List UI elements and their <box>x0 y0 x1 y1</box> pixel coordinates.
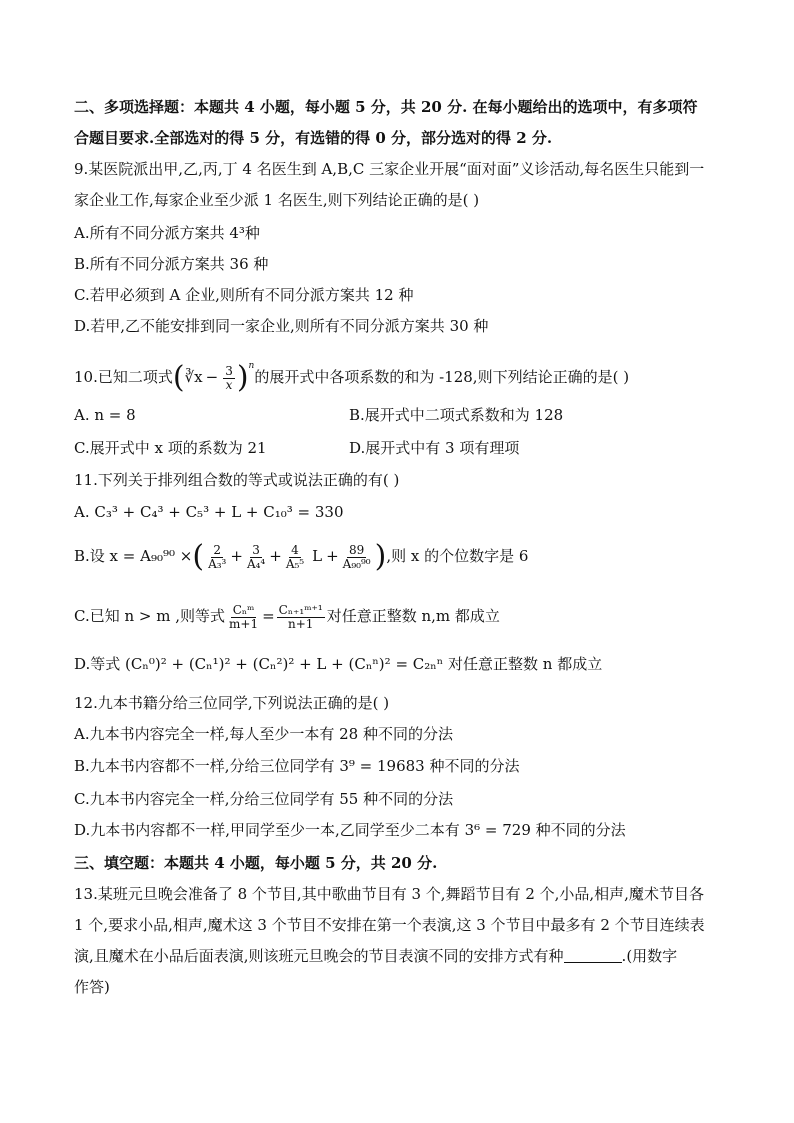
q13-line3 <box>74 946 677 966</box>
q11-option-b: B.设 x = A₉₀⁹⁰ ×( $\frac{2}{\text{A₃³}}$ + $\frac{3}{\text{A₄⁴}}$ + $\frac{4}{\text{A₅⁵}}$ L + $\frac{89}{\text{A₉₀⁹⁰}}$ ),则 x 的个位数字是 6 <box>74 539 529 574</box>
q11-option-b-prefix: B.设 x = A₉₀⁹⁰ × <box>74 547 193 565</box>
q11-c-frac-2: $\frac{\text{Cₙ₊₁ᵐ⁺¹}}{n+1}$ <box>278 602 323 631</box>
q13-line3-prefix: 演,且魔术在小品后面表演,则该班元旦晚会的节目表演不同的安排方式有种 <box>74 947 564 965</box>
q11-b-frac-2: $\frac{3}{\text{A₄⁴}}$ <box>246 542 266 571</box>
q12-option-b: B.九本书内容都不一样,分给三位同学有 3⁹ = 19683 种不同的分法 <box>74 757 520 775</box>
q13-answer-blank <box>564 948 622 963</box>
q10-option-a: A. n = 8 <box>74 406 136 424</box>
q11-b-frac-4: $\frac{89}{\text{A₉₀⁹⁰}}$ <box>342 542 371 571</box>
q10-exponent: n <box>248 361 255 371</box>
q13-line2: 1 个,要求小品,相声,魔术这 3 个节目不安排在第一个表演,这 3 个节目中最多有 2 个节目连续表 <box>74 916 705 934</box>
q9-option-c: C.若甲必须到 A 企业,则所有不同分派方案共 12 种 <box>74 286 414 304</box>
q11-b-frac-1: $\frac{2}{\text{A₃³}}$ <box>208 542 227 571</box>
q10-suffix: 的展开式中各项系数的和为 -128,则下列结论正确的是( ) <box>254 368 630 386</box>
section2-heading-line2: 合题目要求.全部选对的得 5 分，有选错的得 0 分，部分选对的得 2 分. <box>74 129 553 147</box>
q11-stem: 11.下列关于排列组合数的等式或说法正确的有( ) <box>74 471 400 489</box>
q10-option-b: B.展开式中二项式系数和为 128 <box>349 406 564 424</box>
q9-stem-line1: 9.某医院派出甲,乙,丙,丁 4 名医生到 A,B,C 三家企业开展“面对面”义诊活动,每名医生只能到一 <box>74 160 705 178</box>
q9-option-d: D.若甲,乙不能安排到同一家企业,则所有不同分派方案共 30 种 <box>74 317 489 335</box>
q10-expr-root: ∛x <box>184 368 203 386</box>
q11-option-c-suffix: 对任意正整数 n,m 都成立 <box>326 607 500 625</box>
section2-heading-line1: 二、多项选择题：本题共 4 小题，每小题 5 分，共 20 分. 在每小题给出的选项中，有多项符 <box>74 98 698 116</box>
q11-option-c-prefix: C.已知 n > m ,则等式 <box>74 607 226 625</box>
q12-option-c: C.九本书内容完全一样,分给三位同学有 55 种不同的分法 <box>74 790 454 808</box>
q11-c-frac-1: $\frac{\text{Cₙᵐ}}{m+1}$ <box>229 602 259 631</box>
q13-line1: 13.某班元旦晚会准备了 8 个节目,其中歌曲节目有 3 个,舞蹈节目有 2 个,小品,相声,魔术节目各 <box>74 885 704 903</box>
q10-option-c: C.展开式中 x 项的系数为 21 <box>74 439 267 457</box>
q10-fraction: $\frac{3}{x}$ <box>225 363 233 392</box>
section3-heading: 三、填空题：本题共 4 小题，每小题 5 分，共 20 分. <box>74 854 438 872</box>
q12-option-a: A.九本书内容完全一样,每人至少一本有 28 种不同的分法 <box>74 725 453 743</box>
q9-option-b: B.所有不同分派方案共 36 种 <box>74 255 269 273</box>
q13-line3-suffix: .(用数字 <box>621 947 678 965</box>
q10-prefix: 10.已知二项式 <box>74 368 173 386</box>
q12-option-d: D.九本书内容都不一样,甲同学至少一本,乙同学至少二本有 3⁶ = 729 种不同的分法 <box>74 821 626 839</box>
q12-stem: 12.九本书籍分给三位同学,下列说法正确的是( ) <box>74 694 390 712</box>
q11-option-c: C.已知 n > m ,则等式 $\frac{\text{Cₙᵐ}}{m+1}$ = $\frac{\text{Cₙ₊₁ᵐ⁺¹}}{n+1}$ 对任意正整数 n,m 都成立 <box>74 602 500 631</box>
q9-option-a: A.所有不同分派方案共 4³种 <box>74 224 260 242</box>
q11-option-b-suffix: ,则 x 的个位数字是 6 <box>386 547 529 565</box>
q11-option-a: A. C₃³ + C₄³ + C₅³ + L + C₁₀³ = 330 <box>74 503 344 521</box>
q10-option-d: D.展开式中有 3 项有理项 <box>349 439 520 457</box>
q11-option-d: D.等式 (Cₙ⁰)² + (Cₙ¹)² + (Cₙ²)² + L + (Cₙⁿ)² = C₂ₙⁿ 对任意正整数 n 都成立 <box>74 655 603 673</box>
q11-b-frac-3: $\frac{4}{\text{A₅⁵}}$ <box>285 542 305 571</box>
q10-expr-minus: − <box>205 368 219 386</box>
q13-line4: 作答) <box>74 978 110 996</box>
q9-stem-line2: 家企业工作,每家企业至少派 1 名医生,则下列结论正确的是( ) <box>74 191 480 209</box>
q10-stem: 10.已知二项式(∛x − $\frac{3}{x}$ )$^n$的展开式中各项系数的和为 -128,则下列结论正确的是( ) <box>74 360 630 395</box>
q11-b-ellipsis: L <box>312 547 323 565</box>
